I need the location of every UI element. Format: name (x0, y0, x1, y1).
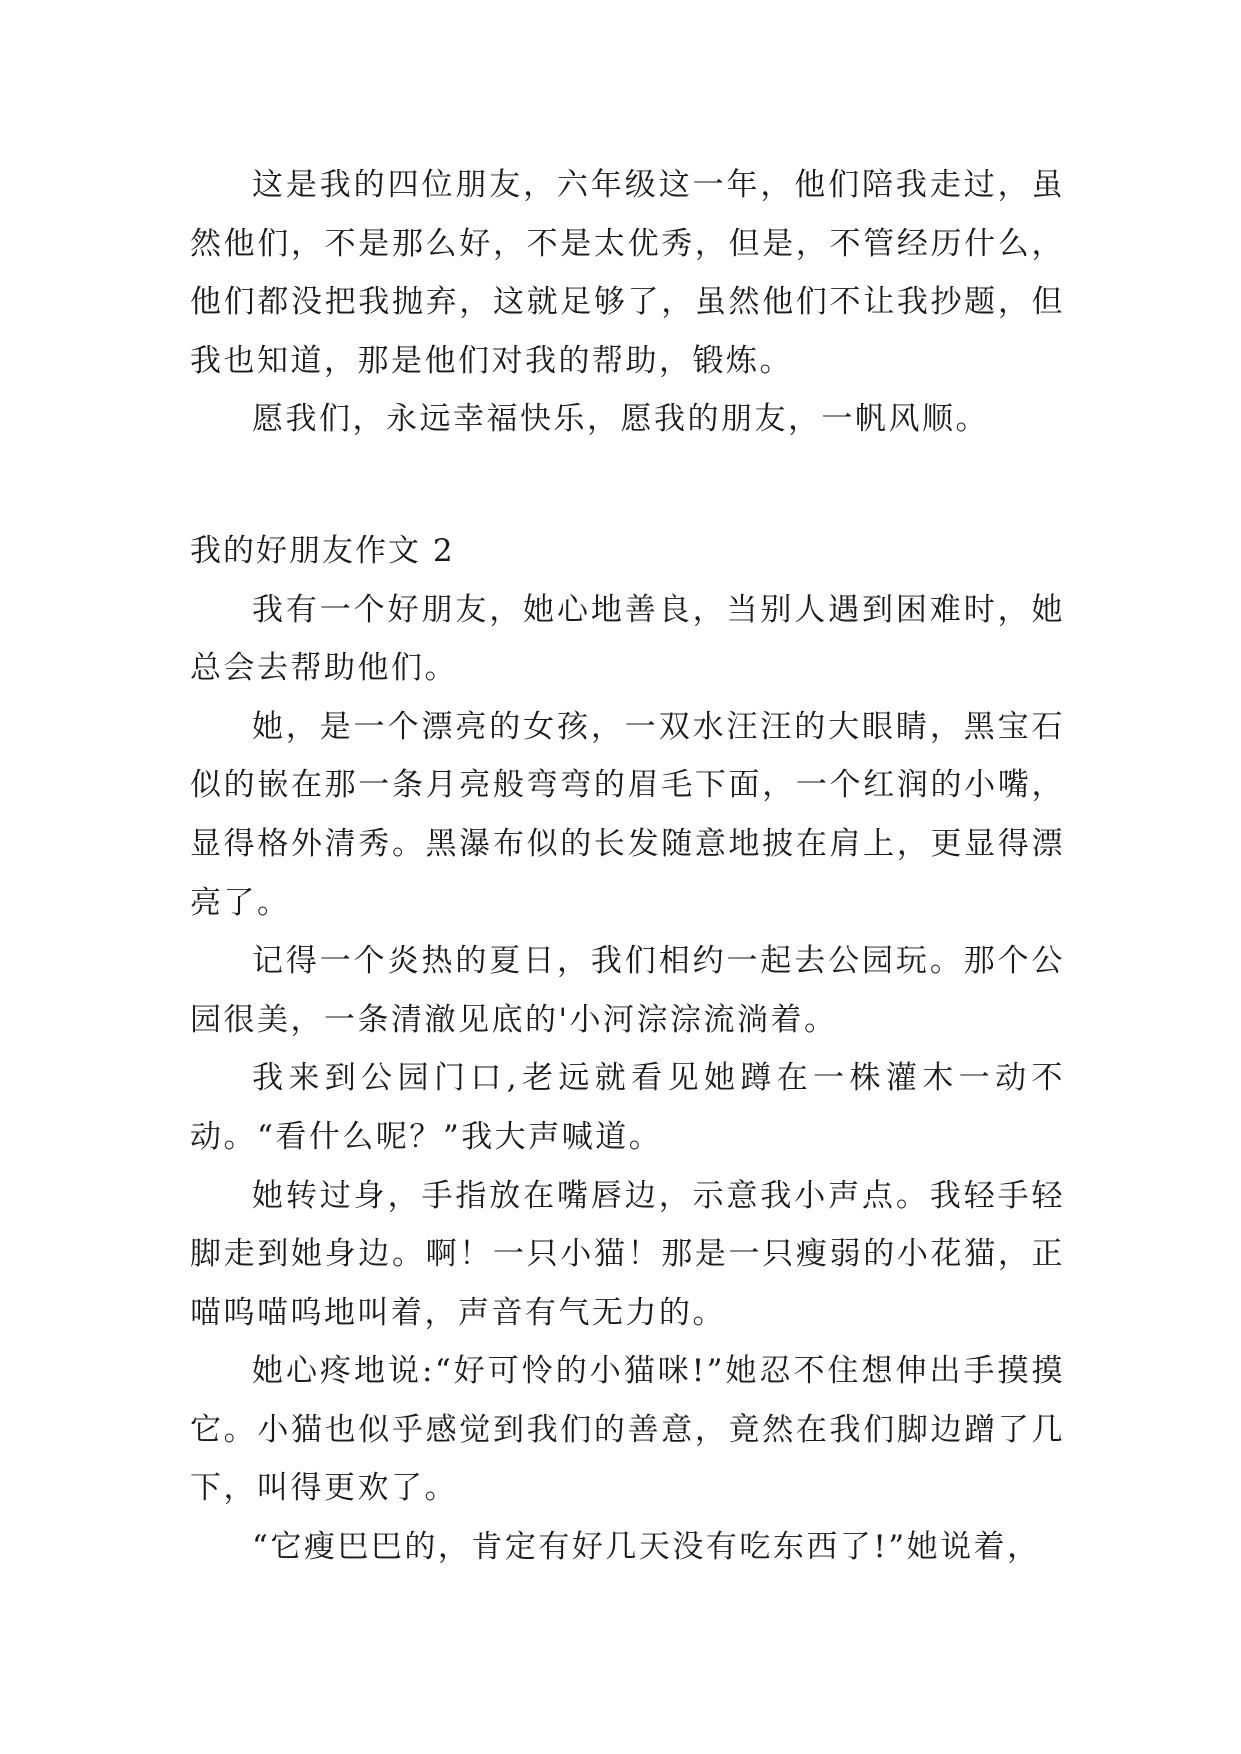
paragraph: 这是我的四位朋友，六年级这一年，他们陪我走过，虽然他们，不是那么好，不是太优秀，但是，不管经历什么，他们都没把我抛弃，这就足够了，虽然他们不让我抄题，但我也知道，那是他们对我的帮助，锻炼。 (190, 167, 1065, 379)
paragraph: 她转过身，手指放在嘴唇边，示意我小声点。我轻手轻脚走到她身边。啊！一只小猫！那是一只瘦弱的小花猫，正喵呜喵呜地叫着，声音有气无力的。 (190, 1177, 1065, 1331)
paragraph: 她心疼地说:“好可怜的小猫咪!”她忍不住想伸出手摸摸它。小猫也似乎感觉到我们的善意，竟然在我们脚边蹭了几下，叫得更欢了。 (190, 1353, 1065, 1507)
document-page (190, 156, 1065, 1577)
paragraph: 记得一个炎热的夏日，我们相约一起去公园玩。那个公园很美，一条清澈见底的'小河淙淙流淌着。 (190, 943, 1065, 1038)
paragraph: 她，是一个漂亮的女孩，一双水汪汪的大眼睛，黑宝石似的嵌在那一条月亮般弯弯的眉毛下面，一个红润的小嘴，显得格外清秀。黑瀑布似的长发随意地披在肩上，更显得漂亮了。 (190, 708, 1065, 921)
paragraph: 我有一个好朋友，她心地善良，当别人遇到困难时，她总会去帮助他们。 (190, 591, 1065, 687)
paragraph: “它瘦巴巴的，肯定有好几天没有吃东西了!”她说着， (252, 1529, 1041, 1566)
paragraph: 愿我们，永远幸福快乐，愿我的朋友，一帆风顺。 (252, 401, 989, 438)
paragraph: 我来到公园门口,老远就看见她蹲在一株灌木一动不动。“看什么呢？”我大声喊道。 (190, 1060, 1065, 1155)
section-gap (190, 449, 1065, 522)
essay-title: 我的好朋友作文 2 (190, 532, 455, 569)
